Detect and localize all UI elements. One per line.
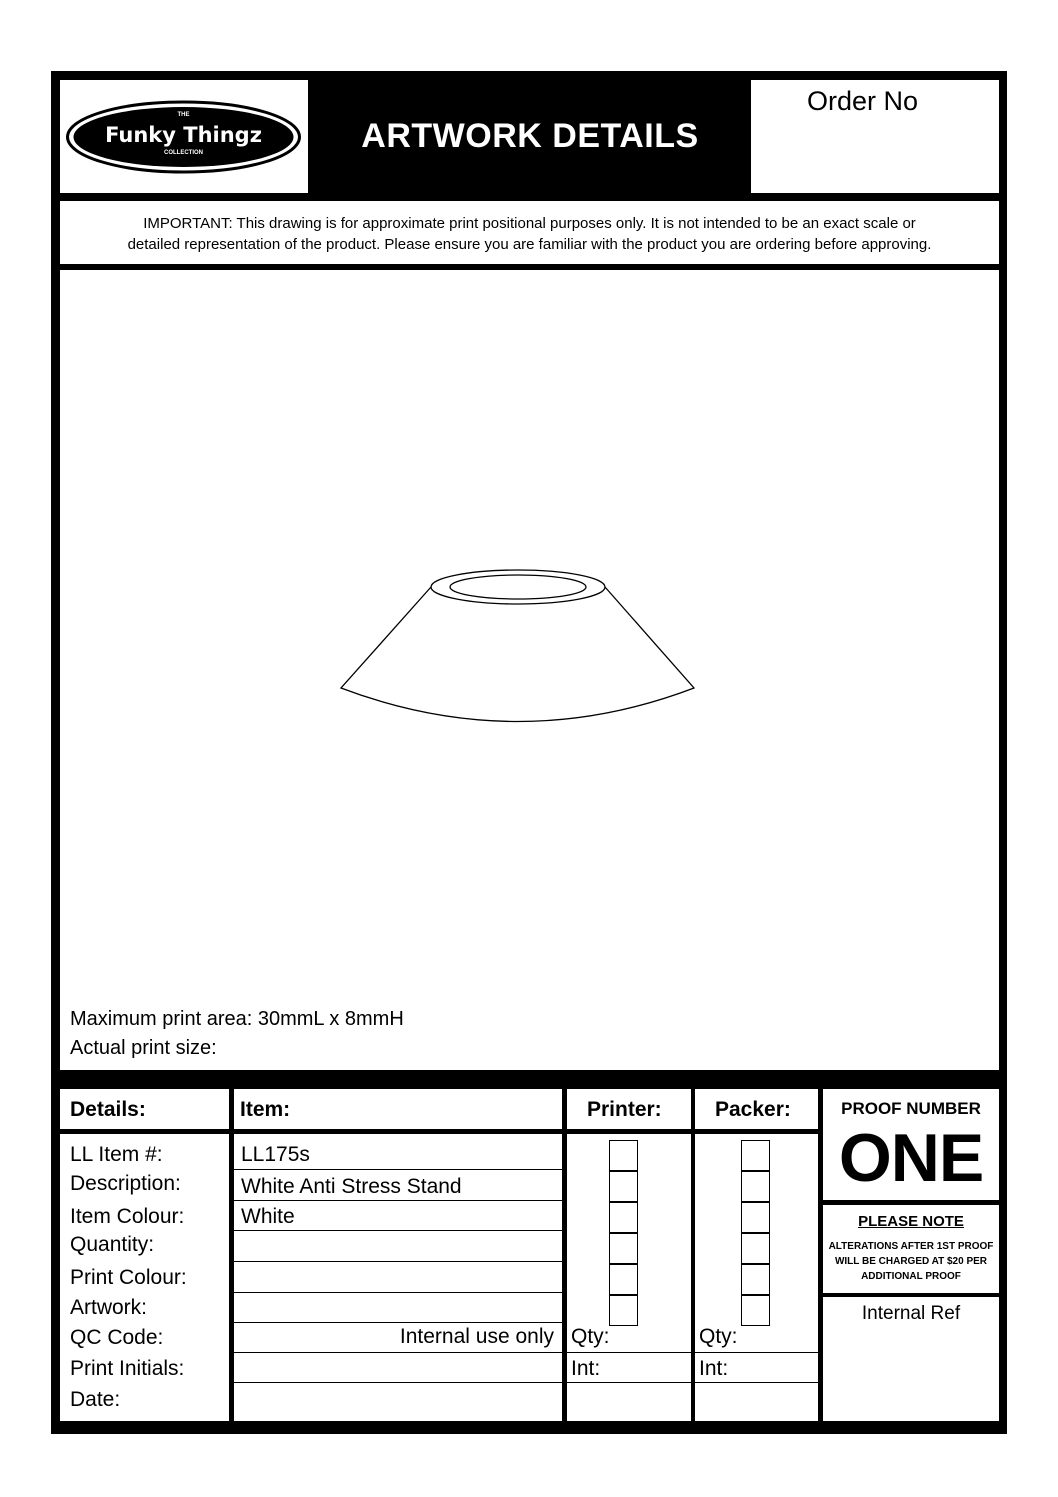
value-description: White Anti Stress Stand — [241, 1175, 462, 1198]
stand-top-hole — [450, 575, 586, 599]
packer-checkbox[interactable] — [741, 1202, 770, 1233]
label-item-colour: Item Colour: — [70, 1205, 185, 1228]
note-line-2: WILL BE CHARGED AT $20 PER — [834, 1256, 988, 1267]
printer-int-label: Int: — [571, 1357, 601, 1380]
drawing-area — [60, 270, 999, 1070]
important-notice — [60, 201, 999, 264]
proof-number-box — [823, 1089, 999, 1200]
packer-checkbox[interactable] — [741, 1171, 770, 1202]
internal-ref-label: Internal Ref — [861, 1303, 961, 1324]
item-header: Item: — [240, 1098, 291, 1121]
packer-checkbox[interactable] — [741, 1295, 770, 1326]
packer-qty-label: Qty: — [699, 1325, 738, 1348]
packer-checkbox[interactable] — [741, 1233, 770, 1264]
printer-checkbox[interactable] — [609, 1202, 638, 1233]
packer-header-cell — [695, 1089, 818, 1129]
printer-column — [567, 1134, 691, 1421]
logo-top-text: THE — [177, 112, 190, 118]
item-header-cell — [234, 1089, 562, 1129]
packer-checkbox[interactable] — [741, 1264, 770, 1295]
packer-column — [695, 1134, 818, 1421]
label-artwork: Artwork: — [70, 1296, 148, 1319]
value-item-colour: White — [241, 1205, 295, 1228]
notice-line-2: detailed representation of the product. Please ensure you are familiar with the product you are ordering before approving. — [127, 236, 932, 253]
logo-panel — [60, 80, 308, 193]
value-ll-item: LL175s — [241, 1143, 310, 1166]
details-labels-column — [60, 1134, 229, 1421]
printer-checkbox[interactable] — [609, 1264, 638, 1295]
funky-thingz-logo — [65, 100, 302, 174]
label-ll-item: LL Item #: — [70, 1143, 163, 1166]
max-print-area: Maximum print area: 30mmL x 8mmH — [70, 1008, 404, 1030]
proof-number-value: ONE — [838, 1120, 984, 1196]
printer-checkbox[interactable] — [609, 1233, 638, 1264]
page-title: ARTWORK DETAILS — [361, 117, 699, 155]
value-qc-code: Internal use only — [399, 1325, 554, 1348]
printer-checkbox[interactable] — [609, 1295, 638, 1326]
notice-line-1: IMPORTANT: This drawing is for approximate print positional purposes only. It is not intended to be an exact scale or — [143, 215, 916, 232]
label-qc-code: QC Code: — [70, 1326, 164, 1349]
printer-checkbox[interactable] — [609, 1171, 638, 1202]
packer-int-label: Int: — [699, 1357, 729, 1380]
details-header: Details: — [70, 1098, 146, 1121]
label-print-initials: Print Initials: — [70, 1357, 185, 1380]
stand-body — [341, 587, 694, 722]
please-note-body — [823, 1239, 999, 1284]
order-number-label: Order No — [807, 86, 919, 116]
order-number-box — [751, 80, 999, 193]
logo-bottom-text: COLLECTION — [164, 150, 203, 156]
product-drawing — [60, 270, 999, 1070]
packer-header: Packer: — [715, 1098, 791, 1121]
item-values-column — [234, 1134, 562, 1421]
printer-checkbox[interactable] — [609, 1140, 638, 1171]
please-note-title: PLEASE NOTE — [858, 1213, 964, 1230]
internal-ref-box — [823, 1297, 999, 1421]
label-date: Date: — [70, 1388, 121, 1411]
label-print-colour: Print Colour: — [70, 1266, 187, 1289]
note-line-3: ADDITIONAL PROOF — [861, 1271, 961, 1282]
printer-qty-label: Qty: — [571, 1325, 610, 1348]
note-line-1: ALTERATIONS AFTER 1ST PROOF — [828, 1241, 994, 1252]
label-quantity: Quantity: — [70, 1233, 155, 1256]
printer-header-cell — [567, 1089, 691, 1129]
please-note-box — [823, 1205, 999, 1293]
packer-checkbox[interactable] — [741, 1140, 770, 1171]
details-header-cell — [60, 1089, 229, 1129]
actual-print-size: Actual print size: — [70, 1037, 217, 1059]
logo-main-text: Funky Thingz — [105, 123, 262, 147]
label-description: Description: — [70, 1172, 181, 1195]
proof-number-title: PROOF NUMBER — [841, 1099, 981, 1118]
printer-header: Printer: — [587, 1098, 662, 1121]
